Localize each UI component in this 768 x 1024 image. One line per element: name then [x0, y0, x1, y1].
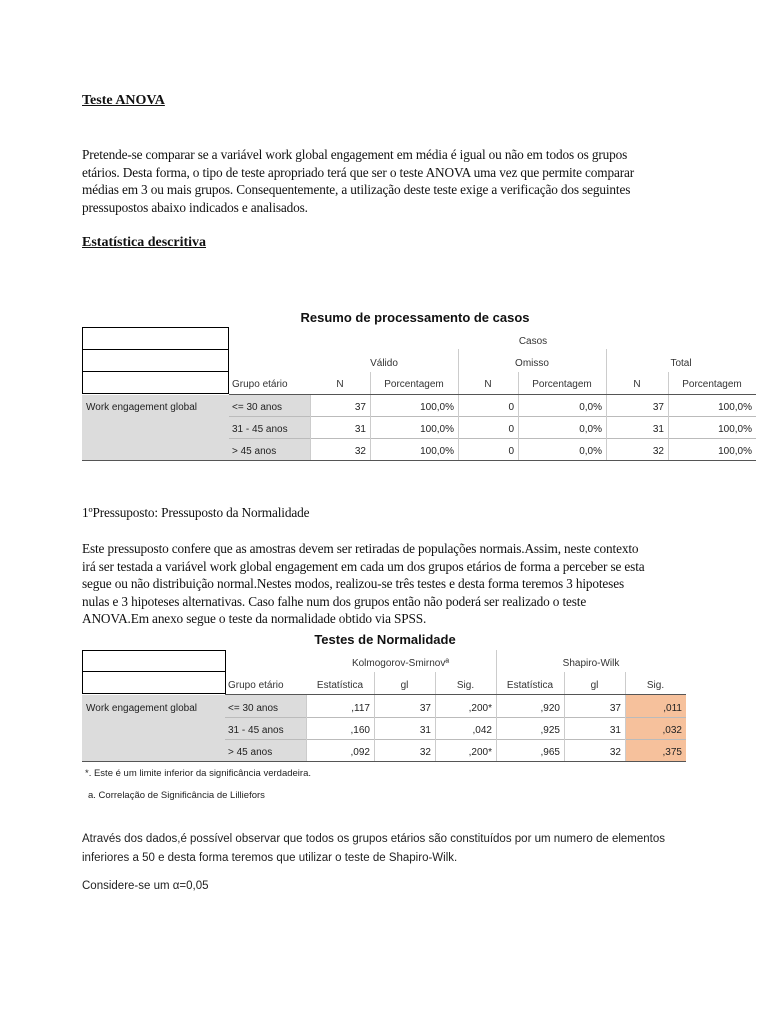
sig-header: Sig. — [456, 680, 475, 691]
group-cell: > 45 anos — [232, 446, 277, 457]
omisso-header: Omisso — [515, 358, 549, 369]
normality-paragraph — [82, 540, 702, 628]
col-divider — [668, 395, 669, 460]
footnote-a: a. Correlação de Significância de Lilliefors — [88, 790, 265, 801]
value-cell: 0,0% — [579, 446, 602, 457]
col-divider — [435, 695, 436, 761]
group-cell: 31 - 45 anos — [228, 725, 284, 736]
conclusion-line: inferiores a 50 e desta forma teremos que utilizar o teste de Shapiro-Wilk. — [82, 852, 458, 864]
valido-header: Válido — [370, 358, 398, 369]
value-cell: 37 — [652, 402, 664, 413]
conclusion-line: Através dos dados,é possível observar que todos os grupos etários são constituídos por um numero de elementos — [82, 833, 665, 845]
table-bottom-rule — [82, 761, 686, 762]
group-header: Grupo etário — [232, 379, 288, 390]
col-divider — [306, 695, 307, 761]
value-cell: ,117 — [351, 703, 370, 714]
col-divider — [564, 672, 565, 694]
empty-header-cell — [82, 371, 229, 394]
gl-header: gl — [590, 680, 599, 691]
value-cell: ,032 — [662, 725, 682, 736]
col-divider — [606, 395, 607, 460]
value-cell: 31 — [354, 424, 366, 435]
normality-line: irá ser testada a variável work global engagement em cada um dos grupos etários de forma a perceber se esta — [82, 558, 645, 574]
value-cell: ,042 — [472, 725, 492, 736]
intro-line: Pretende-se comparar se a variável work global engagement em média é igual ou não em todos os grupos — [82, 147, 628, 162]
sw-header: Shapiro-Wilk — [562, 658, 620, 669]
normality-line: Este pressuposto confere que as amostras devem ser retiradas de populações normais.Assim, neste contexto — [82, 541, 639, 556]
value-cell: ,160 — [350, 725, 370, 736]
value-cell: ,011 — [663, 703, 682, 714]
footnote-star: *. Este é um limite inferior da significância verdadeira. — [85, 768, 311, 779]
value-cell: ,092 — [350, 747, 370, 758]
col-divider — [668, 372, 669, 394]
row-label: Work engagement global — [86, 402, 197, 413]
row-label: Work engagement global — [86, 703, 197, 714]
value-cell: 100,0% — [420, 446, 454, 457]
alpha-line: Considere-se um α=0,05 — [82, 880, 209, 892]
casos-header: Casos — [518, 336, 548, 347]
value-cell: 100,0% — [420, 402, 454, 413]
conclusion-paragraph — [82, 830, 702, 868]
group-cell: 31 - 45 anos — [232, 424, 288, 435]
normality-line: ANOVA.Em anexo segue o teste da normalidade obtido via SPSS. — [82, 611, 427, 626]
normality-line: nulas e 3 hipoteses alternativas. Caso falhe num dos grupos então não poderá ser realizado o teste — [82, 593, 587, 609]
heading-descriptive: Estatística descritiva — [82, 235, 207, 250]
case-summary-title: Resumo de processamento de casos — [300, 310, 530, 325]
value-cell: ,375 — [662, 747, 682, 758]
group-header: Grupo etário — [228, 680, 284, 691]
n-header: N — [633, 379, 641, 390]
col-divider — [374, 672, 375, 694]
value-cell: 0 — [508, 402, 514, 413]
col-divider — [496, 695, 497, 761]
normality-title: Testes de Normalidade — [314, 632, 456, 647]
n-header: N — [484, 379, 492, 390]
stat-header: Estatística — [316, 680, 364, 691]
col-divider — [496, 650, 497, 694]
empty-header-cell — [82, 327, 229, 350]
table-bottom-rule — [82, 460, 756, 461]
row-rule — [229, 438, 756, 439]
col-divider — [374, 695, 375, 761]
intro-line: médias em 3 ou mais grupos. Consequentemente, a utilização deste teste exige a verificação dos seguintes — [82, 182, 631, 197]
percent-header: Porcentagem — [384, 379, 444, 390]
value-cell: 100,0% — [420, 424, 454, 435]
value-cell: 0 — [508, 424, 514, 435]
group-cell: <= 30 anos — [232, 402, 283, 413]
intro-line: etários. Desta forma, o tipo de teste apropriado terá que ser o teste ANOVA uma vez que permite comparar — [82, 164, 635, 180]
col-divider — [458, 349, 459, 394]
empty-header-cell — [82, 349, 229, 372]
intro-paragraph — [82, 146, 692, 216]
col-divider — [518, 395, 519, 460]
col-divider — [606, 349, 607, 394]
value-cell: 31 — [609, 725, 621, 736]
col-divider — [310, 395, 311, 460]
empty-header-cell — [82, 650, 226, 672]
value-cell: 31 — [419, 725, 431, 736]
col-divider — [458, 395, 459, 460]
row-rule — [229, 416, 756, 417]
percent-header: Porcentagem — [682, 379, 742, 390]
n-header: N — [336, 379, 344, 390]
value-cell: 100,0% — [718, 446, 752, 457]
value-cell: 32 — [652, 446, 664, 457]
value-cell: 37 — [354, 402, 366, 413]
value-cell: 0 — [508, 446, 514, 457]
value-cell: 31 — [652, 424, 664, 435]
row-rule — [225, 717, 686, 718]
value-cell: 0,0% — [579, 424, 602, 435]
col-divider — [625, 695, 626, 761]
col-divider — [518, 372, 519, 394]
value-cell: 100,0% — [718, 424, 752, 435]
value-cell: 37 — [419, 703, 431, 714]
empty-header-cell — [82, 671, 226, 694]
value-cell: ,200* — [468, 703, 492, 714]
sig-header: Sig. — [646, 680, 665, 691]
total-header: Total — [670, 358, 692, 369]
value-cell: 0,0% — [579, 402, 602, 413]
normality-line: segue ou não distribuição normal.Nestes modos, realizou-se três testes e desta forma teremos 3 hipoteses — [82, 576, 624, 591]
assumption-title: 1ºPressuposto: Pressuposto da Normalidade — [82, 505, 310, 520]
gl-header: gl — [400, 680, 409, 691]
col-divider — [370, 395, 371, 460]
value-cell: ,965 — [540, 747, 560, 758]
value-cell: ,200* — [468, 747, 492, 758]
value-cell: 32 — [354, 446, 366, 457]
value-cell: 32 — [609, 747, 621, 758]
col-divider — [564, 695, 565, 761]
col-divider — [370, 372, 371, 394]
group-cell: <= 30 anos — [228, 703, 279, 714]
stat-header: Estatística — [506, 680, 554, 691]
value-cell: 32 — [419, 747, 431, 758]
row-rule — [225, 739, 686, 740]
percent-header: Porcentagem — [532, 379, 592, 390]
col-divider — [435, 672, 436, 694]
value-cell: ,920 — [540, 703, 560, 714]
heading-anova: Teste ANOVA — [82, 93, 165, 108]
value-cell: ,925 — [540, 725, 560, 736]
intro-line: pressupostos abaixo indicados e analisados. — [82, 199, 308, 215]
group-cell: > 45 anos — [228, 747, 273, 758]
value-cell: 100,0% — [718, 402, 752, 413]
col-divider — [625, 672, 626, 694]
value-cell: 37 — [609, 703, 621, 714]
ks-header: Kolmogorov-Smirnovª — [351, 658, 450, 669]
